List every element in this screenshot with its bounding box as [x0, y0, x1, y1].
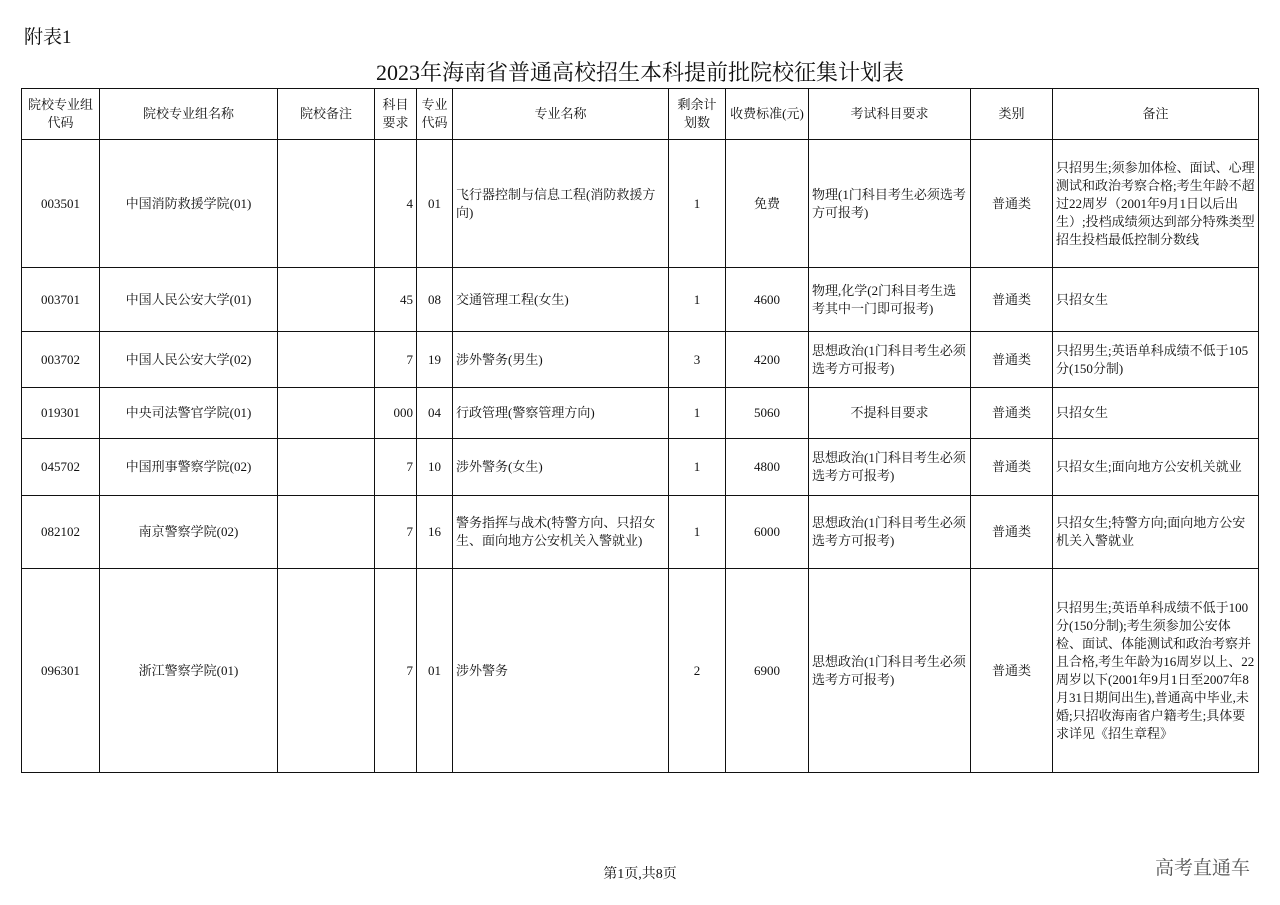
watermark: 高考直通车 — [1154, 857, 1250, 879]
cell-note: 只招男生;英语单科成绩不低于105分(150分制) — [1053, 332, 1259, 388]
cell-type: 普通类 — [971, 439, 1053, 496]
cell-major-code: 04 — [417, 388, 453, 439]
header-cell: 院校专业组名称 — [100, 89, 278, 140]
cell-name: 中央司法警官学院(01) — [100, 388, 278, 439]
page-number: 第1页,共8页 — [603, 867, 677, 882]
cell-major-code: 16 — [417, 496, 453, 569]
cell-name: 中国人民公安大学(01) — [100, 268, 278, 332]
cell-major-code: 10 — [417, 439, 453, 496]
cell-fee: 5060 — [726, 388, 809, 439]
cell-subj: 45 — [375, 268, 417, 332]
cell-remark — [278, 332, 375, 388]
header-cell: 院校专业组代码 — [22, 89, 100, 140]
cell-fee: 6900 — [726, 569, 809, 773]
cell-code: 082102 — [22, 496, 100, 569]
cell-name: 南京警察学院(02) — [100, 496, 278, 569]
cell-remain: 1 — [669, 268, 726, 332]
cell-remark — [278, 496, 375, 569]
cell-exam: 物理(1门科目考生必须选考方可报考) — [809, 140, 971, 268]
table-row — [22, 332, 1259, 388]
cell-major: 交通管理工程(女生) — [453, 268, 669, 332]
table-row — [22, 268, 1259, 332]
cell-type: 普通类 — [971, 569, 1053, 773]
cell-fee: 4600 — [726, 268, 809, 332]
cell-note: 只招女生 — [1053, 388, 1259, 439]
cell-type: 普通类 — [971, 268, 1053, 332]
cell-exam: 物理,化学(2门科目考生选考其中一门即可报考) — [809, 268, 971, 332]
cell-remain: 2 — [669, 569, 726, 773]
cell-name: 中国刑事警察学院(02) — [100, 439, 278, 496]
cell-remark — [278, 268, 375, 332]
cell-fee: 4800 — [726, 439, 809, 496]
cell-major: 涉外警务(女生) — [453, 439, 669, 496]
cell-subj: 4 — [375, 140, 417, 268]
cell-type: 普通类 — [971, 496, 1053, 569]
cell-remain: 3 — [669, 332, 726, 388]
cell-remark — [278, 439, 375, 496]
plan-table — [21, 88, 1259, 773]
cell-major-code: 19 — [417, 332, 453, 388]
cell-major-code: 01 — [417, 140, 453, 268]
cell-exam: 不提科目要求 — [809, 388, 971, 439]
table-row — [22, 140, 1259, 268]
cell-code: 096301 — [22, 569, 100, 773]
cell-remain: 1 — [669, 388, 726, 439]
cell-note: 只招女生;特警方向;面向地方公安机关入警就业 — [1053, 496, 1259, 569]
cell-remain: 1 — [669, 496, 726, 569]
cell-name: 中国消防救援学院(01) — [100, 140, 278, 268]
header-cell: 科目要求 — [375, 89, 417, 140]
cell-major: 飞行器控制与信息工程(消防救援方向) — [453, 140, 669, 268]
table-header-row — [22, 89, 1259, 140]
table-row — [22, 569, 1259, 773]
cell-major: 涉外警务(男生) — [453, 332, 669, 388]
cell-subj: 7 — [375, 569, 417, 773]
cell-type: 普通类 — [971, 388, 1053, 439]
cell-code: 045702 — [22, 439, 100, 496]
cell-exam: 思想政治(1门科目考生必须选考方可报考) — [809, 439, 971, 496]
cell-exam: 思想政治(1门科目考生必须选考方可报考) — [809, 332, 971, 388]
cell-subj: 7 — [375, 332, 417, 388]
cell-remark — [278, 569, 375, 773]
cell-type: 普通类 — [971, 140, 1053, 268]
cell-exam: 思想政治(1门科目考生必须选考方可报考) — [809, 496, 971, 569]
cell-subj: 000 — [375, 388, 417, 439]
annex-label: 附表1 — [24, 27, 72, 48]
cell-remain: 1 — [669, 140, 726, 268]
header-cell: 剩余计划数 — [669, 89, 726, 140]
cell-exam: 思想政治(1门科目考生必须选考方可报考) — [809, 569, 971, 773]
header-cell: 收费标准(元) — [726, 89, 809, 140]
cell-note: 只招女生 — [1053, 268, 1259, 332]
cell-note: 只招女生;面向地方公安机关就业 — [1053, 439, 1259, 496]
cell-subj: 7 — [375, 496, 417, 569]
cell-type: 普通类 — [971, 332, 1053, 388]
cell-code: 019301 — [22, 388, 100, 439]
cell-fee: 4200 — [726, 332, 809, 388]
cell-code: 003702 — [22, 332, 100, 388]
cell-name: 中国人民公安大学(02) — [100, 332, 278, 388]
header-cell: 专业代码 — [417, 89, 453, 140]
cell-subj: 7 — [375, 439, 417, 496]
header-cell: 类别 — [971, 89, 1053, 140]
cell-code: 003501 — [22, 140, 100, 268]
cell-remain: 1 — [669, 439, 726, 496]
cell-major-code: 08 — [417, 268, 453, 332]
cell-note: 只招男生;须参加体检、面试、心理测试和政治考察合格;考生年龄不超过22周岁（2001年9月1日以后出生）;投档成绩须达到部分特殊类型招生投档最低控制分数线 — [1053, 140, 1259, 268]
header-cell: 专业名称 — [453, 89, 669, 140]
cell-major-code: 01 — [417, 569, 453, 773]
cell-note: 只招男生;英语单科成绩不低于100分(150分制);考生须参加公安体检、面试、体能测试和政治考察并且合格,考生年龄为16周岁以上、22周岁以下(2001年9月1日至2007年8月31日期间出生),普通高中毕业,未婚;只招收海南省户籍考生;具体要求详见《招生章程》 — [1053, 569, 1259, 773]
table-row — [22, 439, 1259, 496]
cell-fee: 免费 — [726, 140, 809, 268]
table-row — [22, 496, 1259, 569]
cell-remark — [278, 388, 375, 439]
cell-major: 涉外警务 — [453, 569, 669, 773]
cell-code: 003701 — [22, 268, 100, 332]
header-cell: 考试科目要求 — [809, 89, 971, 140]
header-cell: 备注 — [1053, 89, 1259, 140]
table-row — [22, 388, 1259, 439]
cell-remark — [278, 140, 375, 268]
page-title: 2023年海南省普通高校招生本科提前批院校征集计划表 — [375, 60, 904, 85]
cell-name: 浙江警察学院(01) — [100, 569, 278, 773]
cell-major: 行政管理(警察管理方向) — [453, 388, 669, 439]
header-cell: 院校备注 — [278, 89, 375, 140]
cell-fee: 6000 — [726, 496, 809, 569]
cell-major: 警务指挥与战术(特警方向、只招女生、面向地方公安机关入警就业) — [453, 496, 669, 569]
